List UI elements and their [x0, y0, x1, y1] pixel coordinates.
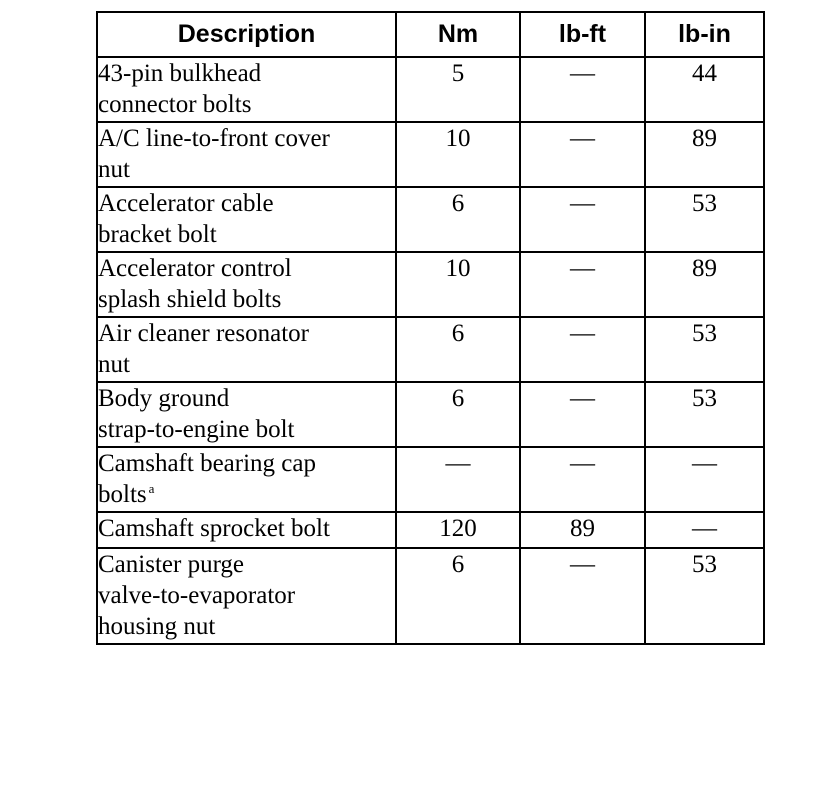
lbin-cell: 53 — [645, 187, 764, 252]
description-line: bracket bolt — [98, 221, 217, 248]
lbin-cell: — — [645, 512, 764, 548]
description-line: nut — [98, 156, 130, 183]
nm-cell: 120 — [396, 512, 520, 548]
table-row — [97, 447, 764, 512]
description-line: Accelerator cable — [98, 190, 274, 217]
lbft-cell: — — [520, 187, 645, 252]
lbin-cell: 89 — [645, 122, 764, 187]
table-row — [97, 317, 764, 382]
table-row — [97, 57, 764, 122]
footnote-marker: a — [148, 481, 155, 496]
table-row — [97, 512, 764, 548]
lbft-cell: 89 — [520, 512, 645, 548]
description-line: Camshaft bearing cap — [98, 450, 316, 477]
nm-cell: 5 — [396, 57, 520, 122]
nm-cell: 10 — [396, 122, 520, 187]
description-line: strap-to-engine bolt — [98, 416, 295, 443]
description-cell — [97, 447, 396, 512]
lbft-cell: — — [520, 122, 645, 187]
description-line: housing nut — [98, 613, 216, 640]
lbft-cell: — — [520, 252, 645, 317]
description-cell — [97, 317, 396, 382]
table-row — [97, 382, 764, 447]
lbin-cell: — — [645, 447, 764, 512]
lbin-cell: 89 — [645, 252, 764, 317]
lbft-cell: — — [520, 548, 645, 644]
description-line: Camshaft sprocket bolt — [98, 515, 330, 542]
description-line: splash shield bolts — [98, 286, 282, 313]
description-cell — [97, 512, 396, 548]
description-line: Accelerator control — [98, 255, 292, 282]
lbft-cell: — — [520, 447, 645, 512]
description-line: 43-pin bulkhead — [98, 60, 262, 87]
column-header-lbin: lb-in — [645, 12, 764, 57]
lbin-cell: 53 — [645, 317, 764, 382]
lbft-cell: — — [520, 317, 645, 382]
description-cell — [97, 382, 396, 447]
lbin-cell: 53 — [645, 548, 764, 644]
table-row — [97, 548, 764, 644]
description-line: connector bolts — [98, 91, 252, 118]
nm-cell: — — [396, 447, 520, 512]
lbft-cell: — — [520, 57, 645, 122]
description-line: Canister purge — [98, 551, 245, 578]
description-cell — [97, 548, 396, 644]
description-line: nut — [98, 351, 130, 378]
column-header-description: Description — [97, 12, 396, 57]
description-cell — [97, 57, 396, 122]
description-cell — [97, 122, 396, 187]
nm-cell: 6 — [396, 548, 520, 644]
description-line: bolts — [98, 481, 147, 508]
description-line: Air cleaner resonator — [98, 320, 309, 347]
torque-spec-table — [96, 11, 765, 645]
lbin-cell: 44 — [645, 57, 764, 122]
description-line: Body ground — [98, 385, 230, 412]
column-header-lbft: lb-ft — [520, 12, 645, 57]
table-row — [97, 122, 764, 187]
description-line: valve-to-evaporator — [98, 582, 296, 609]
table-header-row — [97, 12, 764, 57]
description-cell — [97, 187, 396, 252]
column-header-nm: Nm — [396, 12, 520, 57]
nm-cell: 6 — [396, 187, 520, 252]
description-cell — [97, 252, 396, 317]
nm-cell: 10 — [396, 252, 520, 317]
lbin-cell: 53 — [645, 382, 764, 447]
nm-cell: 6 — [396, 317, 520, 382]
description-line: A/C line-to-front cover — [98, 125, 330, 152]
lbft-cell: — — [520, 382, 645, 447]
table-row — [97, 252, 764, 317]
table-row — [97, 187, 764, 252]
nm-cell: 6 — [396, 382, 520, 447]
